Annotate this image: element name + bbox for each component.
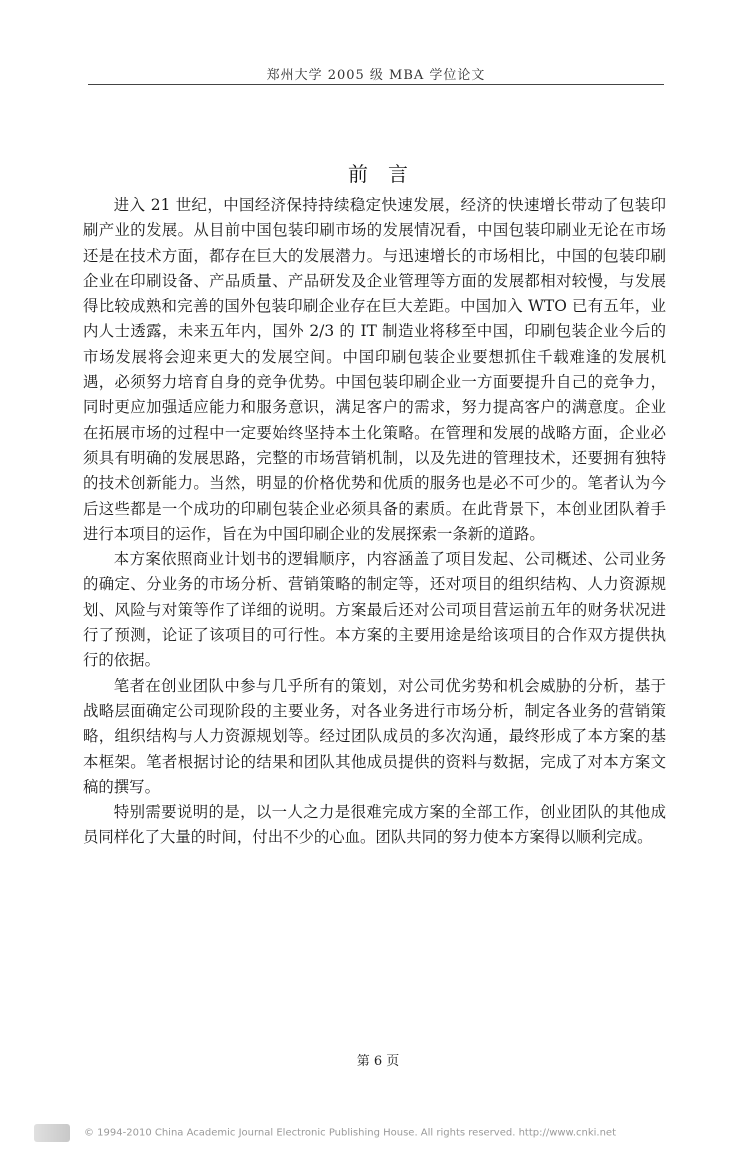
paragraph-1: 进入 21 世纪，中国经济保持持续稳定快速发展，经济的快速增长带动了包装印刷产业的发展。从目前中国包装印刷市场的发展情况看，中国包装印刷业无论在市场还是在技术方面，都存在巨大的发展潜力。与迅速增长的市场相比，中国的包装印刷企业在印刷设备、产品质量、产品研发及企业管理等方面的发展都相对较慢，与发展得比较成熟和完善的国外包装印刷企业存在巨大差距。中国加入 WTO 已有五年，业内人士透露，未来五年内，国外 2/3 的 IT 制造业将移至中国，印刷包装企业今后的市场发展将会迎来更大的发展空间。中国印刷包装企业要想抓住千载难逢的发展机遇，必须努力培育自身的竞争优势。中国包装印刷企业一方面要提升自己的竞争力，同时更应加强适应能力和服务意识，满足客户的需求，努力提高客户的满意度。企业在拓展市场的过程中一定要始终坚持本土化策略。在管理和发展的战略方面，企业必须具有明确的发展思路，完整的市场营销机制，以及先进的管理技术，还要拥有独特的技术创新能力。当然，明显的价格优势和优质的服务也是必不可少的。笔者认为今后这些都是一个成功的印刷包装企业必须具备的素质。在此背景下，本创业团队着手进行本项目的运作，旨在为中国印刷企业的发展探索一条新的道路。 [83, 196, 666, 543]
section-title: 前言 [348, 162, 428, 186]
header-rule [88, 84, 664, 85]
copyright-notice [34, 1124, 616, 1142]
body-text [83, 193, 666, 851]
copyright-text: © 1994-2010 China Academic Journal Electronic Publishing House. All rights reserved. http://www.cnki.net [84, 1127, 616, 1139]
paragraph-4: 特别需要说明的是，以一人之力是很难完成方案的全部工作，创业团队的其他成员同样化了大量的时间，付出不少的心血。团队共同的努力使本方案得以顺利完成。 [83, 803, 666, 847]
cnki-logo-icon [34, 1124, 70, 1142]
running-header: 郑州大学 2005 级 MBA 学位论文 [266, 68, 486, 83]
page-number: 第 6 页 [356, 1054, 400, 1069]
paragraph-2: 本方案依照商业计划书的逻辑顺序，内容涵盖了项目发起、公司概述、公司业务的确定、分业务的市场分析、营销策略的制定等，还对项目的组织结构、人力资源规划、风险与对策等作了详细的说明。方案最后还对公司项目营运前五年的财务状况进行了预测，论证了该项目的可行性。本方案的主要用途是给该项目的合作双方提供执行的依据。 [83, 550, 666, 670]
paragraph-3: 笔者在创业团队中参与几乎所有的策划，对公司优劣势和机会威胁的分析，基于战略层面确定公司现阶段的主要业务，对各业务进行市场分析，制定各业务的营销策略，组织结构与人力资源规划等。经过团队成员的多次沟通，最终形成了本方案的基本框架。笔者根据讨论的结果和团队其他成员提供的资料与数据，完成了对本方案文稿的撰写。 [83, 676, 666, 796]
